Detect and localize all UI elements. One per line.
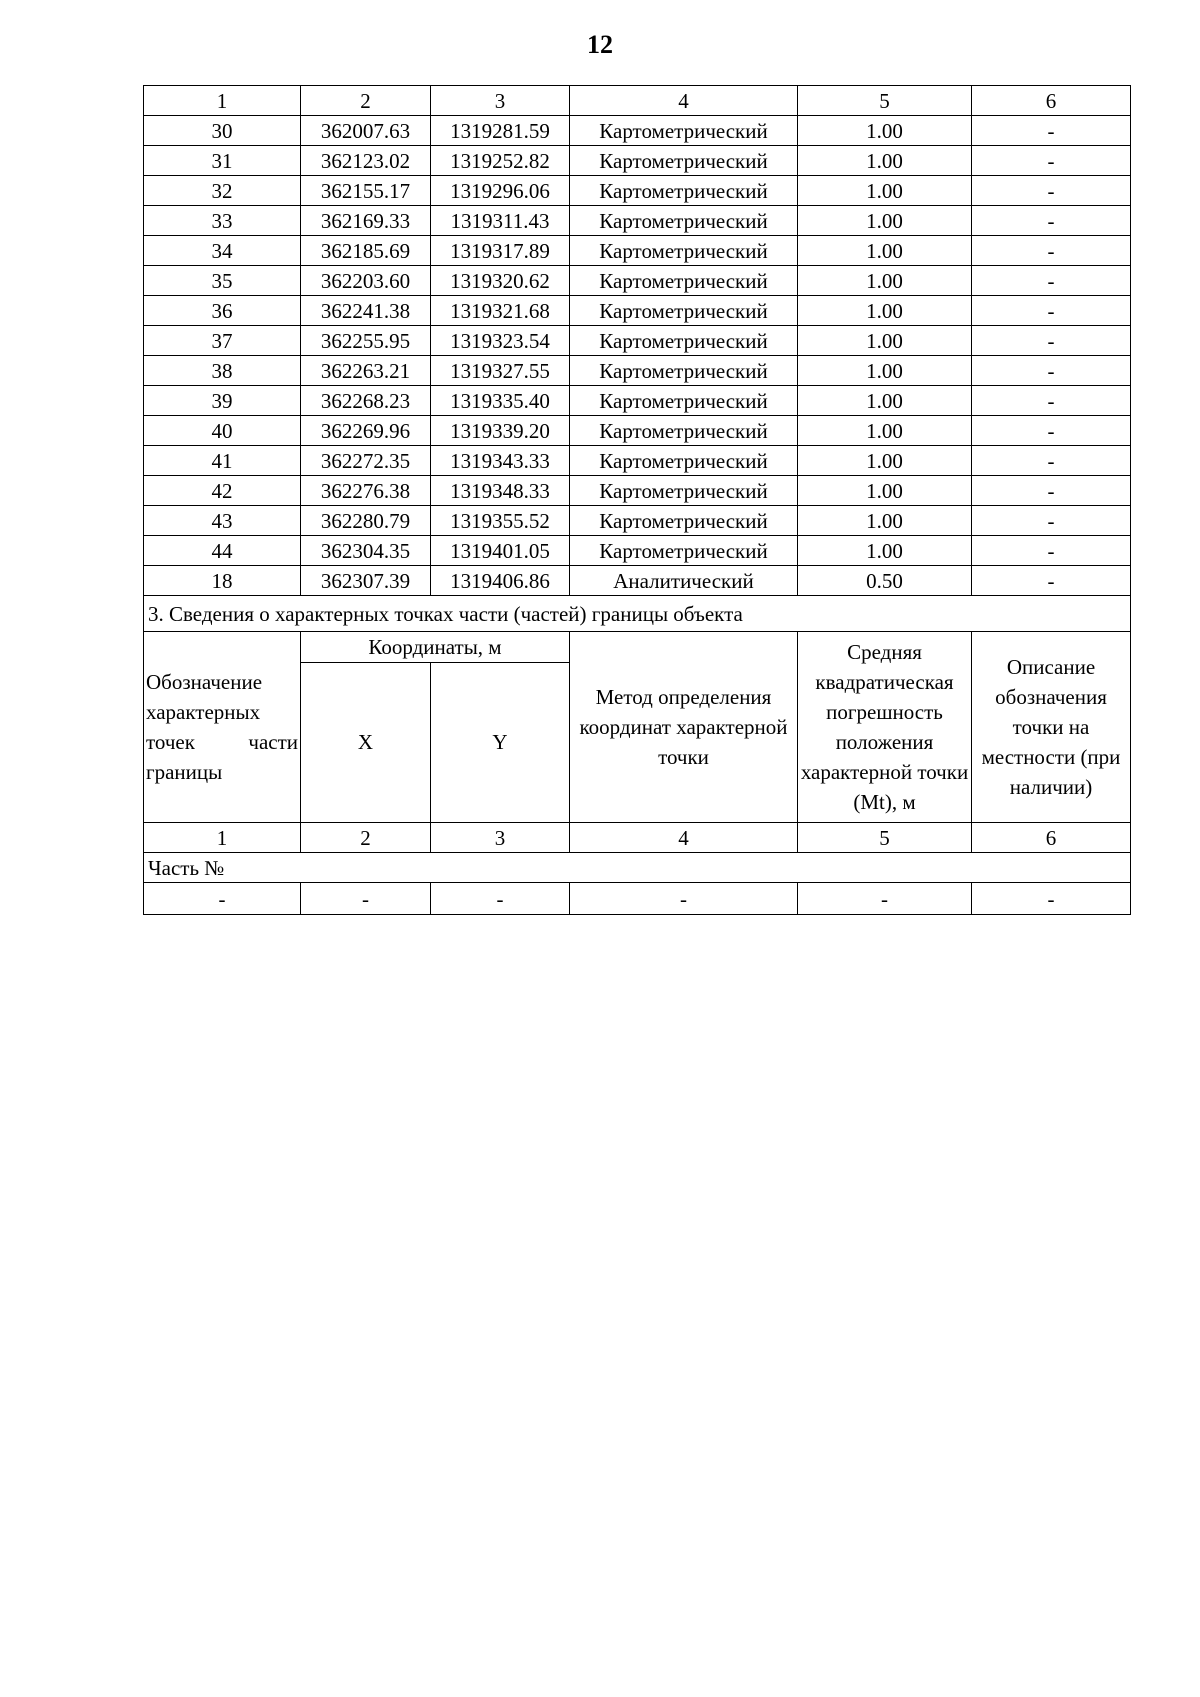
table-row bbox=[144, 206, 1131, 236]
mt-value-cell: 1.00 bbox=[798, 476, 972, 506]
point-number-cell: 41 bbox=[144, 446, 301, 476]
table-row bbox=[144, 566, 1131, 596]
point-number-cell: 36 bbox=[144, 296, 301, 326]
method-cell: Аналитический bbox=[570, 566, 798, 596]
method-cell: Картометрический bbox=[570, 236, 798, 266]
coordinates-table-body bbox=[144, 86, 1131, 915]
mt-value-cell: 1.00 bbox=[798, 176, 972, 206]
x-coordinate-cell: 362304.35 bbox=[301, 536, 431, 566]
section-header-row bbox=[144, 632, 1131, 663]
mt-value-cell: 1.00 bbox=[798, 206, 972, 236]
y-coordinate-cell: 1319252.82 bbox=[431, 146, 570, 176]
mt-value-cell: 1.00 bbox=[798, 326, 972, 356]
method-cell: Картометрический bbox=[570, 416, 798, 446]
section-title-row bbox=[144, 596, 1131, 632]
table-row bbox=[144, 116, 1131, 146]
method-cell: Картометрический bbox=[570, 266, 798, 296]
method-cell: Картометрический bbox=[570, 326, 798, 356]
point-number-cell: 35 bbox=[144, 266, 301, 296]
mt-value-cell: 1.00 bbox=[798, 446, 972, 476]
y-coordinate-cell: 1319317.89 bbox=[431, 236, 570, 266]
y-coordinate-cell: 1319406.86 bbox=[431, 566, 570, 596]
table-row bbox=[144, 506, 1131, 536]
mt-value-cell: 1.00 bbox=[798, 116, 972, 146]
x-coordinate-cell: 362241.38 bbox=[301, 296, 431, 326]
column-number: 1 bbox=[144, 86, 301, 116]
table-row bbox=[144, 266, 1131, 296]
column-number: 5 bbox=[798, 86, 972, 116]
empty-cell: - bbox=[972, 883, 1131, 915]
description-cell: - bbox=[972, 476, 1131, 506]
description-cell: - bbox=[972, 146, 1131, 176]
column-number: 6 bbox=[972, 823, 1131, 853]
y-coordinate-cell: 1319401.05 bbox=[431, 536, 570, 566]
x-coordinate-cell: 362185.69 bbox=[301, 236, 431, 266]
description-cell: - bbox=[972, 116, 1131, 146]
mt-value-cell: 1.00 bbox=[798, 146, 972, 176]
empty-cell: - bbox=[570, 883, 798, 915]
coordinates-table bbox=[143, 85, 1131, 915]
table-row bbox=[144, 446, 1131, 476]
y-coordinate-cell: 1319335.40 bbox=[431, 386, 570, 416]
page-number: 12 bbox=[587, 30, 613, 59]
x-coordinate-cell: 362280.79 bbox=[301, 506, 431, 536]
mt-value-cell: 1.00 bbox=[798, 416, 972, 446]
x-coordinate-cell: 362007.63 bbox=[301, 116, 431, 146]
y-coordinate-cell: 1319348.33 bbox=[431, 476, 570, 506]
point-number-cell: 40 bbox=[144, 416, 301, 446]
method-cell: Картометрический bbox=[570, 536, 798, 566]
section-title: 3. Сведения о характерных точках части (частей) границы объекта bbox=[144, 596, 1131, 632]
point-number-cell: 39 bbox=[144, 386, 301, 416]
x-coordinate-cell: 362276.38 bbox=[301, 476, 431, 506]
x-coordinate-cell: 362169.33 bbox=[301, 206, 431, 236]
point-number-cell: 42 bbox=[144, 476, 301, 506]
y-coordinate-cell: 1319320.62 bbox=[431, 266, 570, 296]
x-header: X bbox=[301, 662, 431, 822]
mt-value-cell: 1.00 bbox=[798, 236, 972, 266]
x-coordinate-cell: 362307.39 bbox=[301, 566, 431, 596]
point-number-cell: 44 bbox=[144, 536, 301, 566]
description-header: Описание обозначения точки на местности (при наличии) bbox=[972, 632, 1131, 823]
mt-value-cell: 1.00 bbox=[798, 506, 972, 536]
column-number: 6 bbox=[972, 86, 1131, 116]
point-number-cell: 38 bbox=[144, 356, 301, 386]
table-row bbox=[144, 176, 1131, 206]
coords-header: Координаты, м bbox=[301, 632, 570, 663]
description-cell: - bbox=[972, 446, 1131, 476]
point-number-cell: 37 bbox=[144, 326, 301, 356]
table-row bbox=[144, 416, 1131, 446]
description-cell: - bbox=[972, 266, 1131, 296]
x-coordinate-cell: 362123.02 bbox=[301, 146, 431, 176]
point-number-cell: 34 bbox=[144, 236, 301, 266]
column-number: 1 bbox=[144, 823, 301, 853]
y-header: Y bbox=[431, 662, 570, 822]
mt-value-cell: 1.00 bbox=[798, 356, 972, 386]
column-number: 4 bbox=[570, 86, 798, 116]
y-coordinate-cell: 1319343.33 bbox=[431, 446, 570, 476]
table-row bbox=[144, 236, 1131, 266]
description-cell: - bbox=[972, 416, 1131, 446]
x-coordinate-cell: 362255.95 bbox=[301, 326, 431, 356]
method-cell: Картометрический bbox=[570, 386, 798, 416]
description-cell: - bbox=[972, 506, 1131, 536]
part-row bbox=[144, 853, 1131, 883]
point-number-cell: 32 bbox=[144, 176, 301, 206]
y-coordinate-cell: 1319327.55 bbox=[431, 356, 570, 386]
method-cell: Картометрический bbox=[570, 476, 798, 506]
table-row bbox=[144, 356, 1131, 386]
y-coordinate-cell: 1319311.43 bbox=[431, 206, 570, 236]
table-row bbox=[144, 296, 1131, 326]
table-row bbox=[144, 146, 1131, 176]
empty-cell: - bbox=[798, 883, 972, 915]
column-number: 2 bbox=[301, 86, 431, 116]
method-cell: Картометрический bbox=[570, 446, 798, 476]
point-number-cell: 33 bbox=[144, 206, 301, 236]
method-header: Метод определения координат характерной точки bbox=[570, 632, 798, 823]
description-cell: - bbox=[972, 536, 1131, 566]
x-coordinate-cell: 362263.21 bbox=[301, 356, 431, 386]
y-coordinate-cell: 1319355.52 bbox=[431, 506, 570, 536]
x-coordinate-cell: 362272.35 bbox=[301, 446, 431, 476]
y-coordinate-cell: 1319296.06 bbox=[431, 176, 570, 206]
empty-cell: - bbox=[144, 883, 301, 915]
method-cell: Картометрический bbox=[570, 176, 798, 206]
column-number: 4 bbox=[570, 823, 798, 853]
method-cell: Картометрический bbox=[570, 296, 798, 326]
part-label: Часть № bbox=[144, 853, 1131, 883]
method-cell: Картометрический bbox=[570, 356, 798, 386]
y-coordinate-cell: 1319339.20 bbox=[431, 416, 570, 446]
description-cell: - bbox=[972, 206, 1131, 236]
column-number-row bbox=[144, 86, 1131, 116]
table-row bbox=[144, 386, 1131, 416]
empty-cell: - bbox=[431, 883, 570, 915]
description-cell: - bbox=[972, 236, 1131, 266]
mt-value-cell: 1.00 bbox=[798, 266, 972, 296]
column-number: 3 bbox=[431, 86, 570, 116]
table-row bbox=[144, 536, 1131, 566]
y-coordinate-cell: 1319321.68 bbox=[431, 296, 570, 326]
section-column-number-row bbox=[144, 823, 1131, 853]
y-coordinate-cell: 1319323.54 bbox=[431, 326, 570, 356]
point-label-header: Обозначение характерных точек части границы bbox=[144, 632, 301, 823]
method-cell: Картометрический bbox=[570, 506, 798, 536]
description-cell: - bbox=[972, 566, 1131, 596]
method-cell: Картометрический bbox=[570, 146, 798, 176]
method-cell: Картометрический bbox=[570, 206, 798, 236]
x-coordinate-cell: 362203.60 bbox=[301, 266, 431, 296]
column-number: 3 bbox=[431, 823, 570, 853]
x-coordinate-cell: 362268.23 bbox=[301, 386, 431, 416]
description-cell: - bbox=[972, 296, 1131, 326]
description-cell: - bbox=[972, 176, 1131, 206]
x-coordinate-cell: 362155.17 bbox=[301, 176, 431, 206]
point-number-cell: 43 bbox=[144, 506, 301, 536]
mt-value-cell: 1.00 bbox=[798, 296, 972, 326]
description-cell: - bbox=[972, 356, 1131, 386]
y-coordinate-cell: 1319281.59 bbox=[431, 116, 570, 146]
mt-value-cell: 1.00 bbox=[798, 386, 972, 416]
description-cell: - bbox=[972, 386, 1131, 416]
column-number: 2 bbox=[301, 823, 431, 853]
empty-cell: - bbox=[301, 883, 431, 915]
point-number-cell: 18 bbox=[144, 566, 301, 596]
method-cell: Картометрический bbox=[570, 116, 798, 146]
table-row bbox=[144, 476, 1131, 506]
mt-value-cell: 0.50 bbox=[798, 566, 972, 596]
empty-data-row bbox=[144, 883, 1131, 915]
point-number-cell: 31 bbox=[144, 146, 301, 176]
point-number-cell: 30 bbox=[144, 116, 301, 146]
mt-value-cell: 1.00 bbox=[798, 536, 972, 566]
column-number: 5 bbox=[798, 823, 972, 853]
mt-header: Средняя квадратическая погрешность положения характерной точки (Mt), м bbox=[798, 632, 972, 823]
x-coordinate-cell: 362269.96 bbox=[301, 416, 431, 446]
description-cell: - bbox=[972, 326, 1131, 356]
table-row bbox=[144, 326, 1131, 356]
